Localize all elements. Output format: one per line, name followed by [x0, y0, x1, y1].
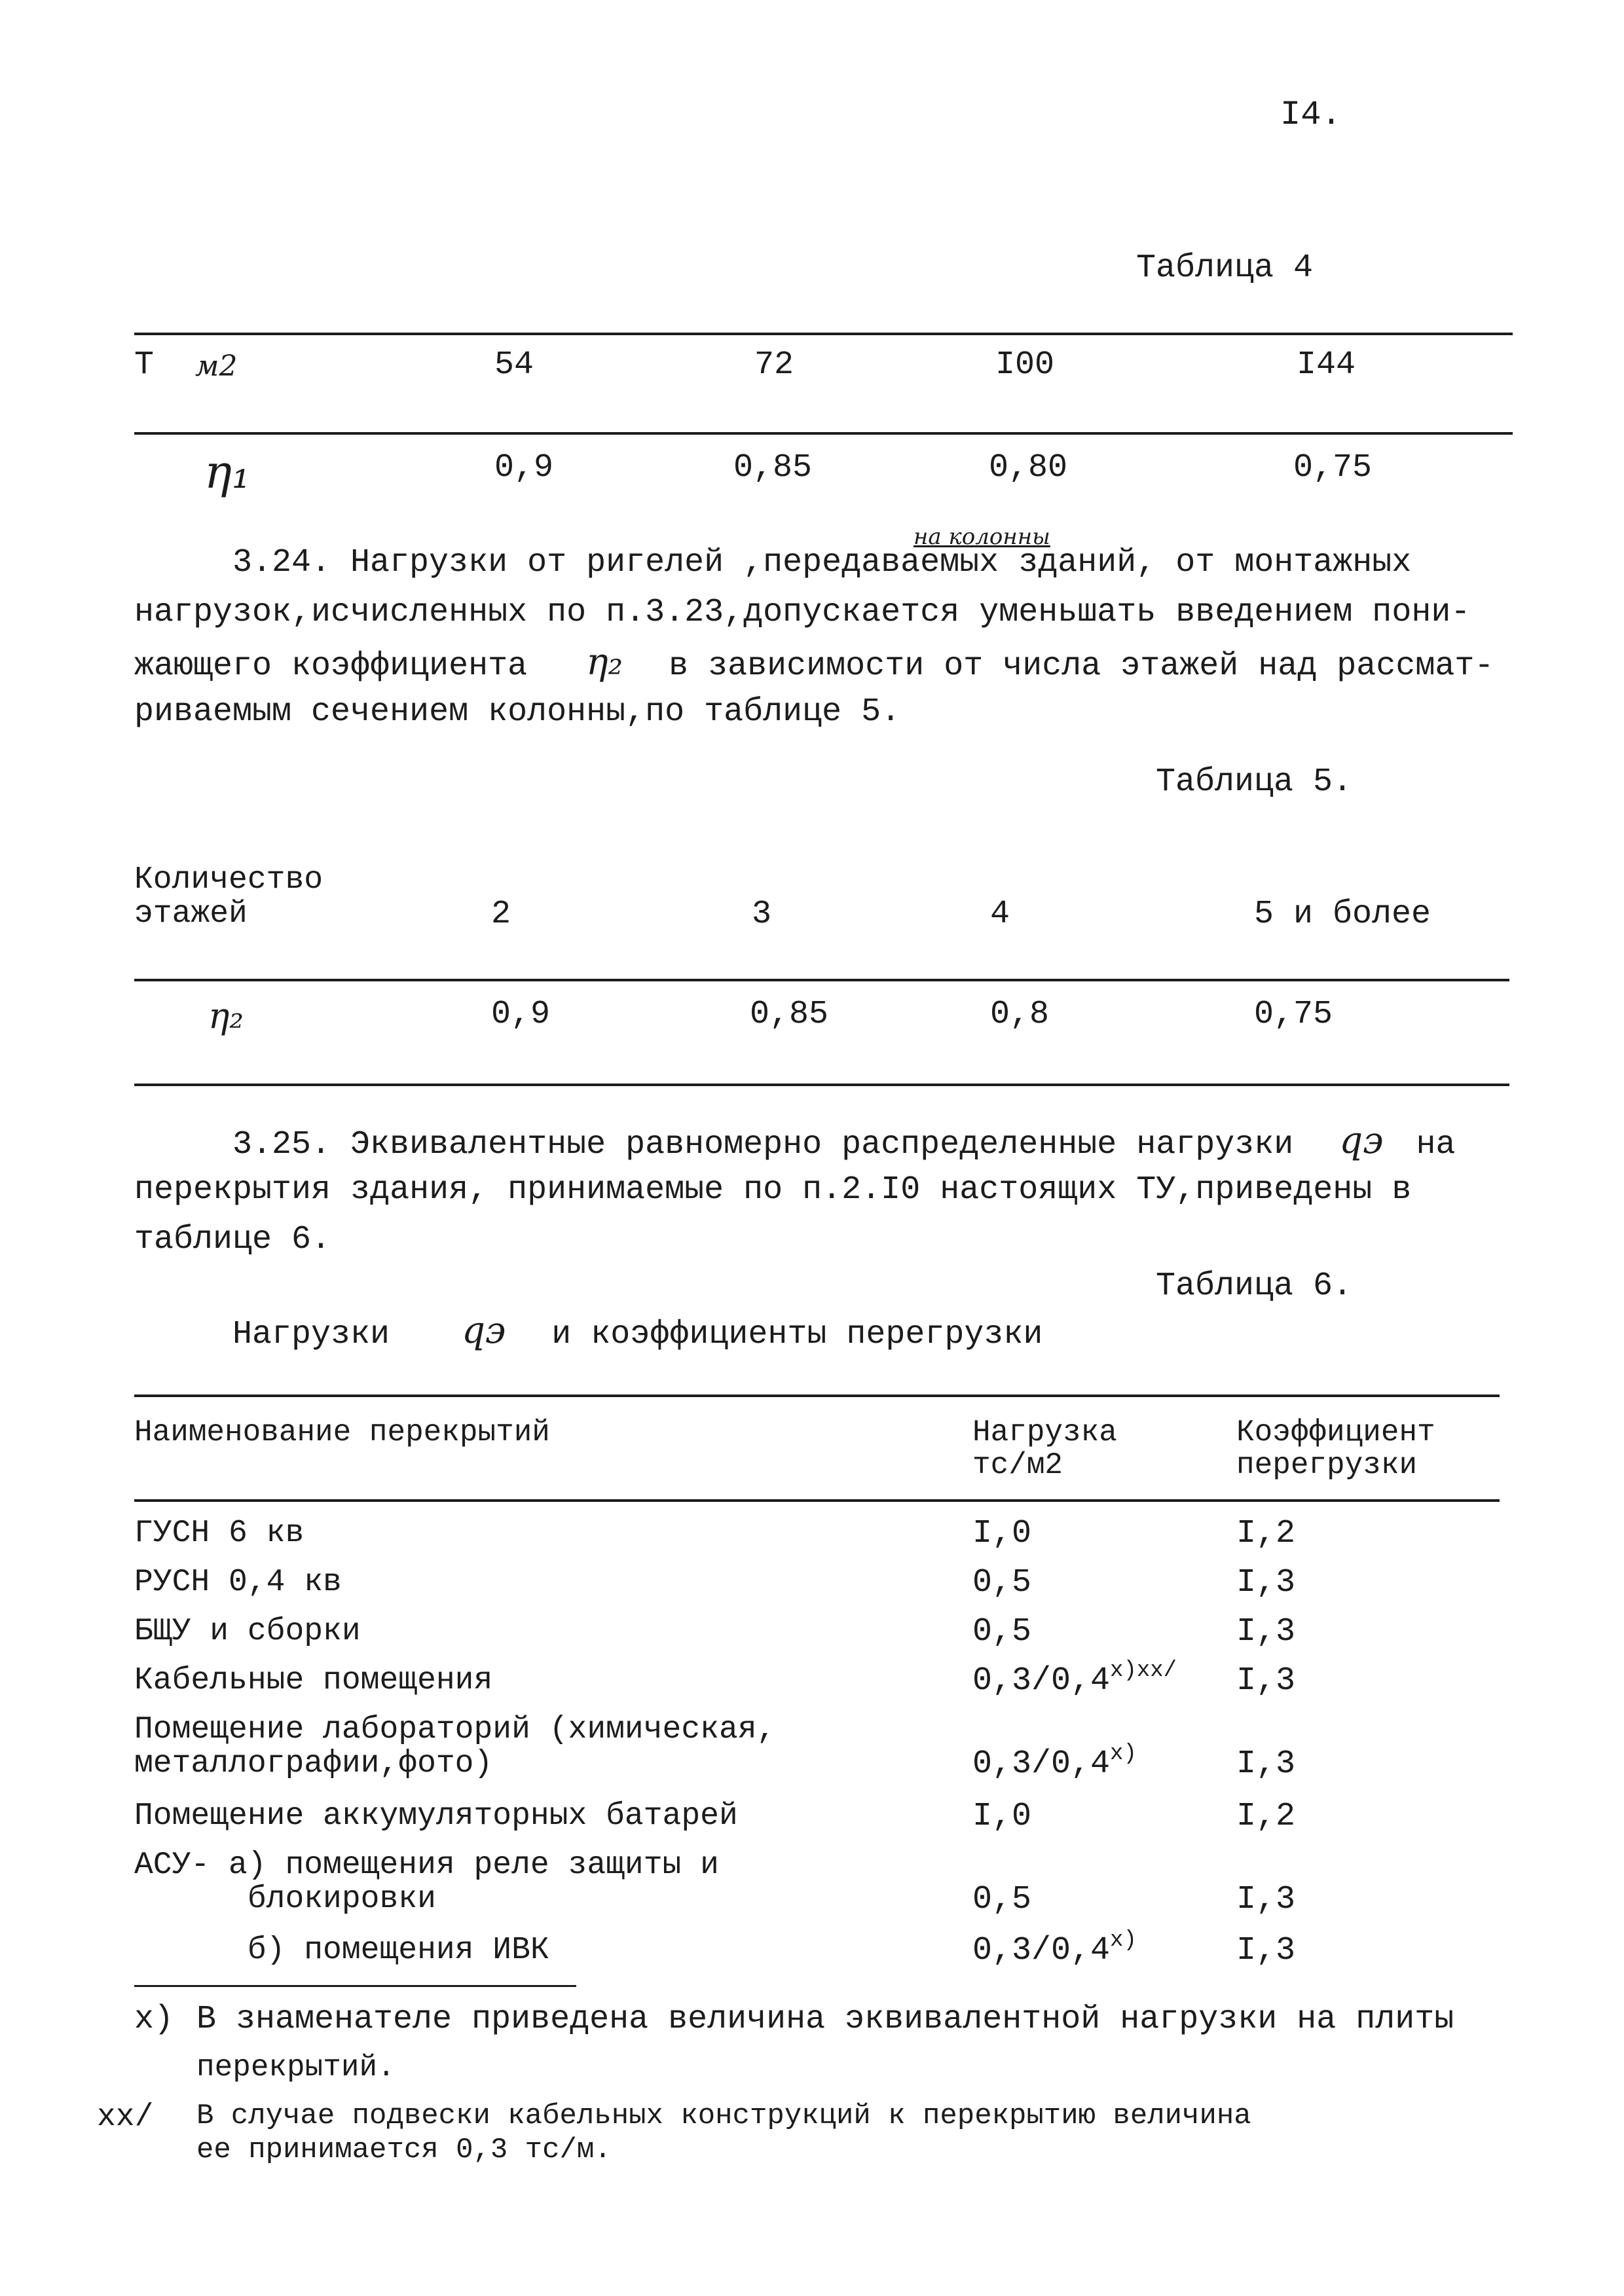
table5-header-value: 4: [990, 896, 1010, 933]
table-row-coef: I,2: [1236, 1798, 1296, 1835]
table5-caption: Таблица 5.: [1156, 763, 1353, 801]
paragraph-3-25-line: таблице 6.: [134, 1221, 331, 1258]
table-row-name-continued: металлографии,фото): [134, 1746, 493, 1781]
table4-row-symbol: η₁: [204, 445, 250, 499]
q-equivalent-symbol: qэ: [462, 1309, 506, 1352]
table6-col-header: тс/м2: [972, 1448, 1063, 1482]
table-row-coef: I,3: [1236, 1662, 1296, 1700]
table5-row-value: 0,9: [491, 996, 551, 1033]
table4-header-value: 54: [494, 346, 534, 384]
table5-header-value: 2: [491, 896, 511, 933]
table5-row-value: 0,85: [750, 996, 829, 1033]
eta2-symbol: η₂: [586, 641, 623, 683]
table4-row-value: 0,75: [1293, 449, 1373, 486]
table6-col-header: Коэффициент: [1236, 1415, 1435, 1449]
handwritten-annotation: на колонны: [913, 524, 1050, 550]
table6-col-header: перегрузки: [1236, 1448, 1418, 1482]
table4-header-value: I44: [1297, 346, 1356, 384]
table5-row-symbol: η₂: [208, 995, 244, 1036]
table-row-name: АСУ- а) помещения реле защиты и: [134, 1848, 719, 1883]
table5-header-value: 3: [752, 896, 772, 933]
paragraph-3-25-line: перекрытия здания, принимаемые по п.2.I0 настоящих ТУ,приведены в: [134, 1171, 1412, 1209]
table5-mid-rule: [134, 979, 1509, 981]
table4-header-unit: м2: [195, 350, 238, 383]
table5-bottom-rule: [134, 1084, 1509, 1086]
table-row-load: 0,3/0,4: [972, 1745, 1111, 1783]
footnote-text: В знаменателе приведена величина эквивалентной нагрузки на плиты: [196, 2001, 1454, 2038]
table6-title-text: и коэффициенты перегрузки: [551, 1316, 1043, 1353]
footnote-separator: [134, 1985, 576, 1987]
paragraph-3-24-text: в зависимости от числа этажей над рассмат-: [669, 647, 1494, 685]
table-row-coef: I,3: [1236, 1613, 1296, 1650]
footnote-mark: x)xx/: [1110, 1658, 1177, 1683]
table-row-load-cell: [972, 1741, 1137, 1783]
table-row-coef: I,2: [1236, 1515, 1296, 1552]
table5-header-value: 5 и более: [1254, 896, 1431, 933]
table-row-coef: I,3: [1236, 1745, 1296, 1783]
footnote-mark: x): [1110, 1928, 1137, 1953]
table-row-name: Помещение аккумуляторных батарей: [134, 1798, 738, 1834]
table6-title: [232, 1306, 1043, 1360]
table5-header-label: Количество: [134, 862, 323, 898]
table4-header-value: I00: [995, 346, 1055, 384]
table4-top-rule: [134, 333, 1513, 335]
table-row-load: 0,3/0,4: [972, 1932, 1111, 1969]
paragraph-3-24-line: 3.24. Нагрузки от ригелей ,передаваемых зданий, от монтажных: [232, 544, 1412, 581]
table6-title-text: Нагрузки: [232, 1316, 390, 1353]
table4-header-label: Т: [134, 346, 155, 384]
paragraph-3-24-line: риваемым сечением колонны,по таблице 5.: [134, 693, 901, 731]
paragraph-3-24-line: нагрузок,исчисленных по п.3.23,допускается уменьшать введением пони-: [134, 594, 1471, 631]
table4-row-value: 0,85: [733, 449, 813, 486]
table-row-load: I,0: [972, 1798, 1032, 1835]
table-row-name: РУСН 0,4 кв: [134, 1565, 342, 1600]
paragraph-3-25-line1: [232, 1116, 1456, 1170]
table6-mid-rule: [134, 1499, 1500, 1502]
table-row-load: 0,5: [972, 1881, 1032, 1918]
table-row-load: I,0: [972, 1515, 1032, 1552]
footnote-mark: x): [134, 2001, 174, 2038]
table4-caption: Таблица 4: [1136, 249, 1314, 287]
table5-row-value: 0,75: [1254, 996, 1333, 1033]
table4-row-value: 0,80: [989, 449, 1068, 486]
table-row-load-cell: [972, 1658, 1177, 1700]
table6-caption: Таблица 6.: [1156, 1267, 1353, 1305]
paragraph-3-25-text: 3.25. Эквивалентные равномерно распределенные нагрузки: [232, 1126, 1294, 1163]
table4-mid-rule: [134, 432, 1513, 435]
table6-top-rule: [134, 1394, 1500, 1397]
table4-row-value: 0,9: [494, 449, 554, 486]
footnote-text: В случае подвески кабельных конструкций к перекрытию величина: [196, 2100, 1251, 2132]
table5-header-label: этажей: [134, 896, 248, 932]
table-row-coef: I,3: [1236, 1564, 1296, 1601]
table-row-load: 0,5: [972, 1613, 1032, 1650]
table-row-load-cell: [972, 1928, 1137, 1969]
table-row-name: Помещение лабораторий (химическая,: [134, 1712, 776, 1747]
table-row-name: б) помещения ИВК: [134, 1933, 549, 1968]
paragraph-3-24-line3: [134, 638, 1494, 691]
table-row-coef: I,3: [1236, 1932, 1296, 1969]
footnote-text: перекрытий.: [196, 2050, 396, 2085]
page-number: I4.: [1280, 96, 1342, 134]
paragraph-3-24-text: жающего коэффициента: [134, 647, 528, 685]
paragraph-3-25-text: на: [1416, 1126, 1456, 1163]
table6-col-header: Нагрузка: [972, 1415, 1117, 1449]
table-row-load: 0,5: [972, 1564, 1032, 1601]
footnote-mark: x): [1110, 1741, 1137, 1766]
table-row-name-continued: блокировки: [134, 1882, 436, 1917]
footnote-text: ее принимается 0,3 тс/м.: [196, 2134, 612, 2166]
table-row-load: 0,3/0,4: [972, 1662, 1111, 1700]
q-equivalent-symbol: qэ: [1339, 1120, 1384, 1162]
table5-row-value: 0,8: [990, 996, 1050, 1033]
table4-header-value: 72: [754, 346, 794, 384]
table-row-name: БЩУ и сборки: [134, 1614, 361, 1649]
table-row-name: Кабельные помещения: [134, 1663, 493, 1698]
table6-col-header: Наименование перекрытий: [134, 1415, 550, 1449]
table-row-coef: I,3: [1236, 1881, 1296, 1918]
table-row-name: ГУСН 6 кв: [134, 1516, 304, 1551]
footnote-mark: xx/: [97, 2100, 154, 2135]
